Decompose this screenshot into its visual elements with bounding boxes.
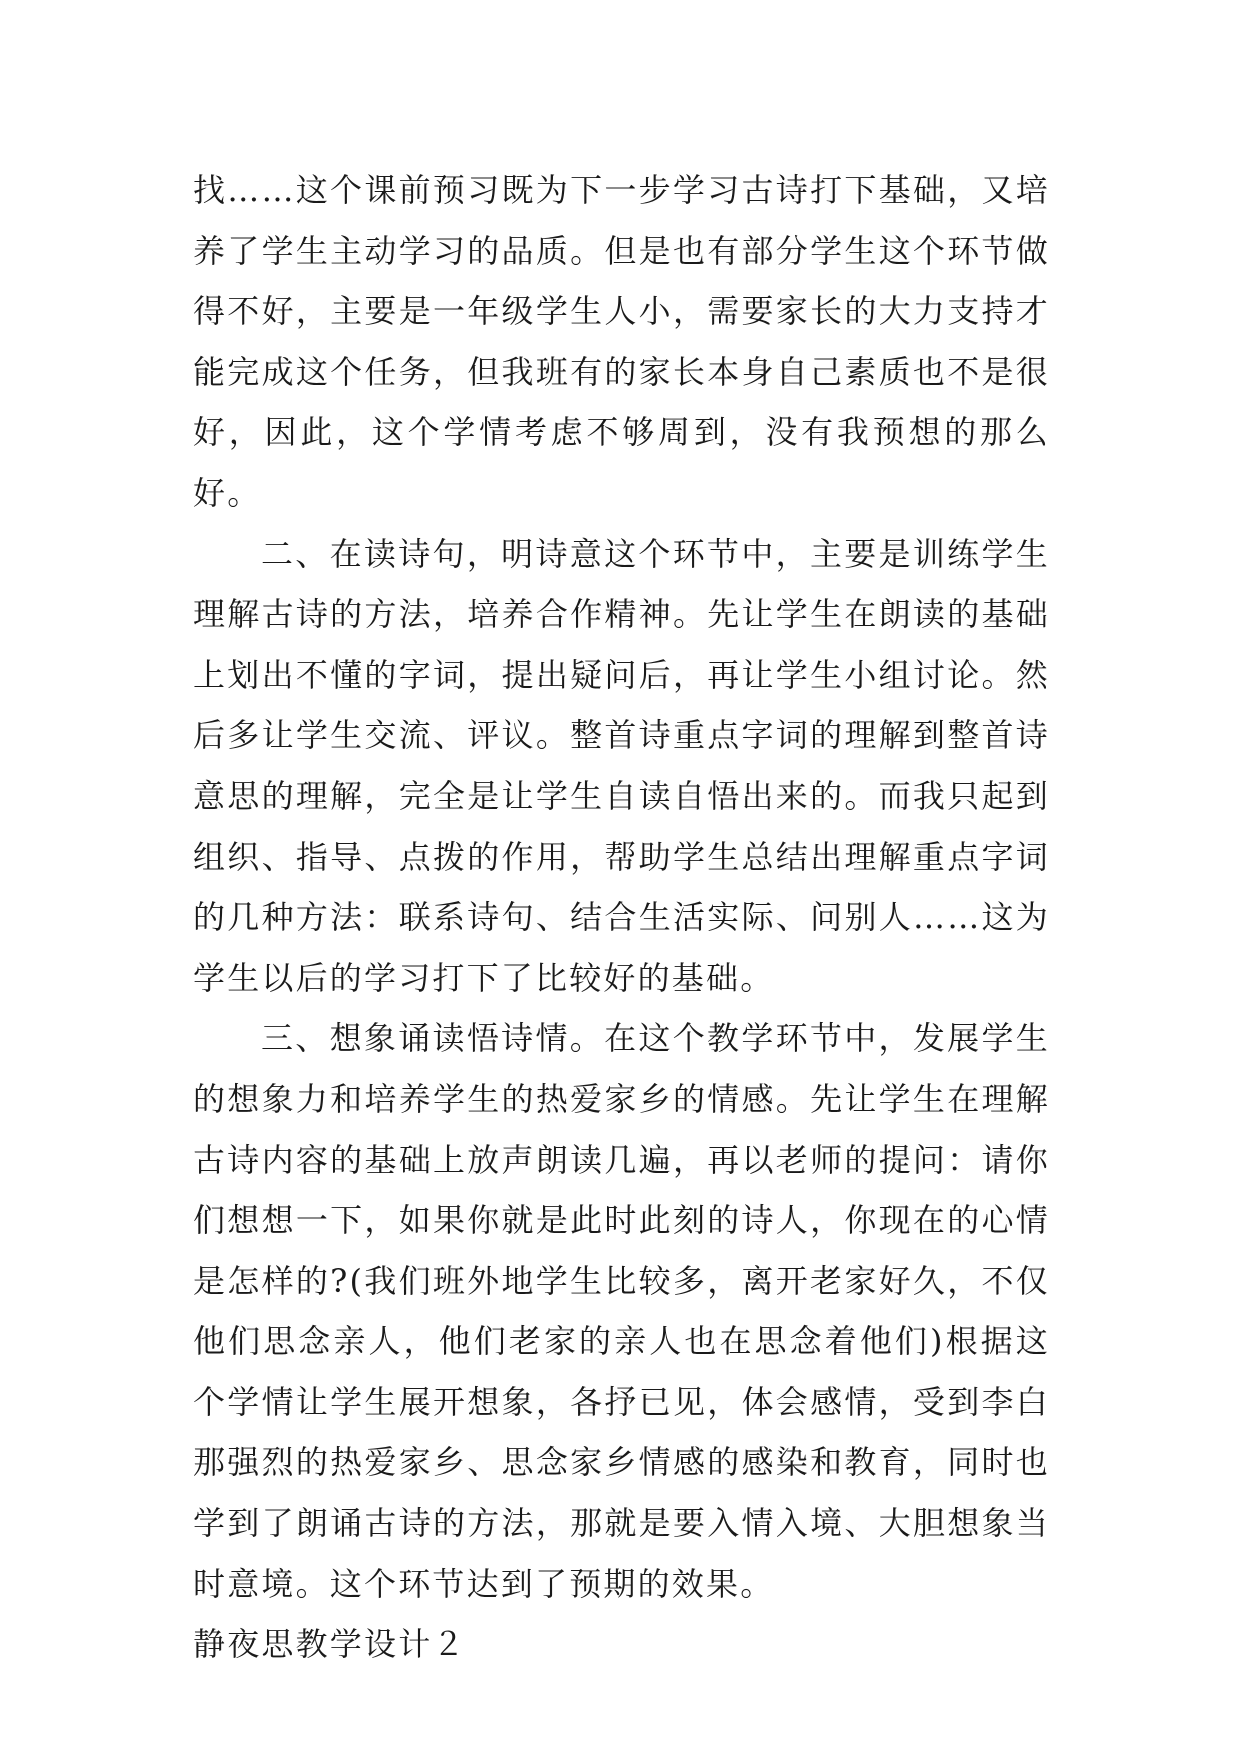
document-body <box>193 160 1050 1675</box>
paragraph-section-two: 二、在读诗句，明诗意这个环节中，主要是训练学生理解古诗的方法，培养合作精神。先让学生在朗读的基础上划出不懂的字词，提出疑问后，再让学生小组讨论。然后多让学生交流、评议。整首诗重点字词的理解到整首诗意思的理解，完全是让学生自读自悟出来的。而我只起到组织、指导、点拨的作用，帮助学生总结出理解重点字词的几种方法：联系诗句、结合生活实际、问别人……这为学生以后的学习打下了比较好的基础。 <box>193 534 1050 997</box>
paragraph-continuation: 找……这个课前预习既为下一步学习古诗打下基础，又培养了学生主动学习的品质。但是也有部分学生这个环节做得不好，主要是一年级学生人小，需要家长的大力支持才能完成这个任务，但我班有的家长本身自己素质也不是很好，因此，这个学情考虑不够周到，没有我预想的那么好。 <box>193 171 1050 512</box>
section-heading: 静夜思教学设计２ <box>193 1625 467 1664</box>
paragraph-section-three: 三、想象诵读悟诗情。在这个教学环节中，发展学生的想象力和培养学生的热爱家乡的情感。先让学生在理解古诗内容的基础上放声朗读几遍，再以老师的提问：请你们想想一下，如果你就是此时此刻的诗人，你现在的心情是怎样的?(我们班外地学生比较多，离开老家好久，不仅他们思念亲人，他们老家的亲人也在思念着他们)根据这个学情让学生展开想象，各抒已见，体会感情，受到李白那强烈的热爱家乡、思念家乡情感的感染和教育，同时也学到了朗诵古诗的方法，那就是要入情入境、大胆想象当时意境。这个环节达到了预期的效果。 <box>193 1019 1050 1603</box>
